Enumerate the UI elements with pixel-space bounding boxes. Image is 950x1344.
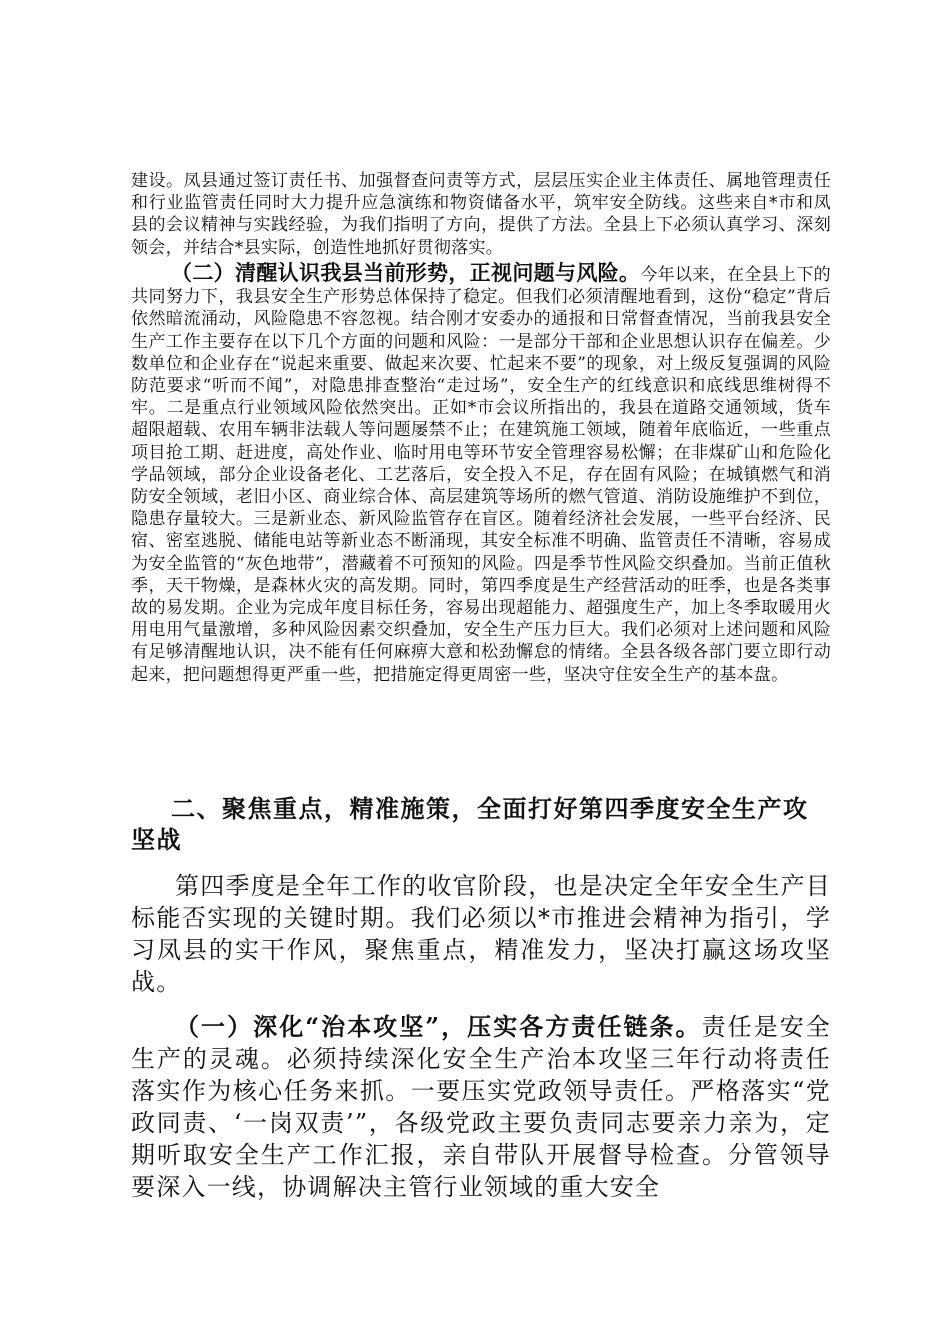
- subsection-1-paragraph: [131, 1011, 831, 1203]
- subsection-1-body: 责任是安全生产的灵魂。必须持续深化安全生产治本攻坚三年行动将责任落实作为核心任务来抓。一要压实党政领导责任。严格落实“党政同责、‘一岗双责’”，各级党政主要负责同志要亲力亲为，定期听取安全生产工作汇报，亲自带队开展督导检查。分管领导要深入一线，协调解决主管行业领域的重大安全: [131, 1013, 831, 1201]
- section-2-heading: （二）清醒认识我县当前形势，正视问题与风险。: [171, 260, 641, 285]
- section-2-paragraph: [131, 262, 831, 686]
- part-2-heading: 二、聚焦重点，精准施策，全面打好第四季度安全生产攻坚战: [131, 794, 809, 854]
- part-2-intro-paragraph: [131, 870, 831, 998]
- intro-text: 建设。凤县通过签订责任书、加强督查问责等方式，层层压实企业主体责任、属地管理责任和行业监管责任同时大力提升应急演练和物资储备水平，筑牢安全防线。这些来自*市和凤县的会议精神与实践经验，为我们指明了方向，提供了方法。全县上下必须认真学习、深刻领会，并结合*县实际，创造性地抓好贯彻落实。: [131, 171, 831, 258]
- intro-paragraph: [131, 170, 831, 259]
- subsection-1-heading: （一）深化“治本攻坚”，压实各方责任链条。: [175, 1012, 702, 1041]
- part-2-intro-text: 第四季度是全年工作的收官阶段，也是决定全年安全生产目标能否实现的关键时期。我们必须以*市推进会精神为指引，学习凤县的实干作风，聚焦重点，精准发力，坚决打赢这场攻坚战。: [131, 872, 831, 996]
- section-2-body: 今年以来，在全县上下的共同努力下，我县安全生产形势总体保持了稳定。但我们必须清醒地看到，这份“稳定”背后依然暗流涌动，风险隐患不容忽视。结合刚才安委办的通报和日常督查情况，当前我县安全生产工作主要存在以下几个方面的问题和风险：一是部分干部和企业思想认识存在偏差。少数单位和企业存在“说起来重要、做起来次要、忙起来不要”的现象，对上级反复强调的风险防范要求“听而不闻”，对隐患排查整治“走过场”，安全生产的红线意识和底线思维树得不牢。二是重点行业领域风险依然突出。正如*市会议所指出的，我县在道路交通领域，货车超限超载、农用车辆非法载人等问题屡禁不止；在建筑施工领域，随着年底临近，一些重点项目抢工期、赶进度，高处作业、临时用电等环节安全管理容易松懈；在非煤矿山和危险化学品领域，部分企业设备老化、工艺落后，安全投入不足，存在固有风险；在城镇燃气和消防安全领域，老旧小区、商业综合体、高层建筑等场所的燃气管道、消防设施维护不到位，隐患存量较大。三是新业态、新风险监管存在盲区。随着经济社会发展，一些平台经济、民宿、密室逃脱、储能电站等新业态不断涌现，其安全标准不明确、监管责任不清晰，容易成为安全监管的“灰色地带”，潜藏着不可预知的风险。四是季节性风险交织叠加。当前正值秋季，天干物燥，是森林火灾的高发期。同时，第四季度是生产经营活动的旺季，也是各类事故的易发期。企业为完成年度目标任务，容易出现超能力、超强度生产，加上冬季取暖用火用电用气量激增，多种风险因素交织叠加，安全生产压力巨大。我们必须对上述问题和风险有足够清醒地认识，决不能有任何麻痹大意和松劲懈怠的情绪。全县各级各部门要立即行动起来，把问题想得更严重一些，把措施定得更周密一些，坚决守住安全生产的基本盘。: [131, 265, 831, 685]
